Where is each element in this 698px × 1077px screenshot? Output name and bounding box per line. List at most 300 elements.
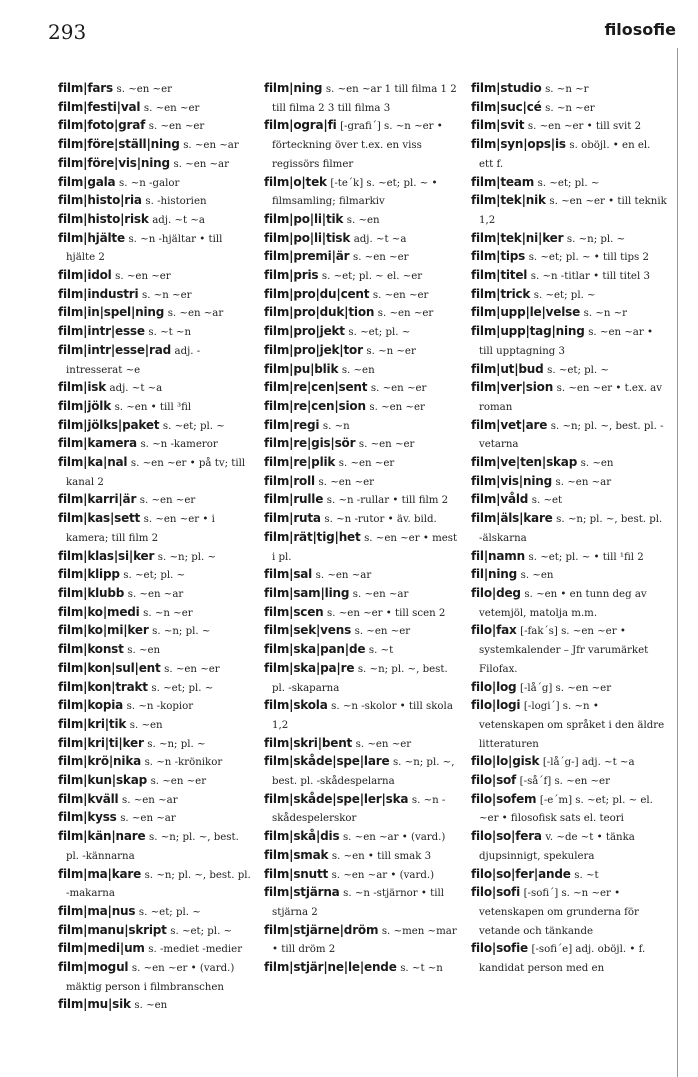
entry-definition: s. ~et; pl. ~ <box>162 420 225 432</box>
entry-definition: s. ~n; pl. ~ <box>147 738 206 750</box>
entry-definition: s. ~n -rullar • till film 2 <box>326 495 449 507</box>
dictionary-entry <box>471 136 667 173</box>
entry-definition: s. ~en ~er <box>377 308 434 320</box>
dictionary-entry <box>471 304 667 323</box>
entry-definition: s. ~en ~ar 1 till filma 1 2 till filma 2 3 till filma 3 <box>272 84 457 114</box>
entry-definition: s. ~n; pl. ~, best. pl. -vetarna <box>479 420 664 451</box>
entry-headword: film|klubb <box>58 585 125 600</box>
entry-headword: film|po|li|tisk <box>264 230 351 245</box>
entry-definition: s. ~n; pl. ~, best. pl. -skaparna <box>272 663 448 694</box>
entry-headword: filo|sofie <box>471 941 528 956</box>
entry-headword: film|sam|ling <box>264 585 350 600</box>
entry-definition: s. ~en <box>127 645 161 657</box>
entry-definition: [-fak´s] s. ~en ~er • systemkalender – Jfr varumärket Filofax. <box>479 626 649 675</box>
entry-headword: film|ma|nus <box>58 903 136 918</box>
entry-definition: s. ~en <box>520 570 554 582</box>
entry-definition: s. ~et; pl. ~ <box>348 327 411 339</box>
page-number: 293 <box>48 20 87 44</box>
entry-definition: s. ~et; pl. ~ <box>151 682 214 694</box>
entry-definition: s. ~en ~er • till teknik 1,2 <box>479 196 667 226</box>
entry-headword: filo|fax <box>471 623 517 638</box>
entry-headword: film|kri|tik <box>58 716 127 731</box>
dictionary-entry <box>471 884 667 940</box>
dictionary-entry <box>58 585 254 604</box>
entry-headword: film|tek|nik <box>471 193 546 208</box>
entry-definition: adj. ~t ~a <box>152 214 205 226</box>
entry-definition: adj. ~t ~a <box>353 233 407 245</box>
dictionary-entry <box>471 417 667 454</box>
entry-headword: film|kamera <box>58 436 137 451</box>
entry-definition: s. ~en ~er <box>370 383 427 395</box>
entry-definition: s. ~en ~er • till scen 2 <box>327 607 446 619</box>
entry-headword: film|jölk <box>58 398 111 413</box>
entry-definition: adj. ~t ~a <box>109 383 163 395</box>
dictionary-entry <box>264 379 460 398</box>
dictionary-entry <box>58 959 254 996</box>
entry-definition: s. ~t <box>574 869 599 881</box>
dictionary-entry <box>58 155 254 174</box>
entry-definition: [-grafi´] s. ~n ~er • förteckning över t.ex. en viss regissörs filmer <box>272 121 443 170</box>
dictionary-entry <box>471 174 667 193</box>
entry-headword: film|foto|graf <box>58 118 146 133</box>
entry-definition: s. ~n <box>322 420 350 432</box>
entry-definition: s. ~et; pl. ~ <box>138 906 201 918</box>
dictionary-entry <box>58 398 254 417</box>
entry-definition: s. ~n -titlar • till titel 3 <box>530 271 650 283</box>
dictionary-entry <box>58 641 254 660</box>
dictionary-entry <box>58 435 254 454</box>
dictionary-entry <box>58 510 254 547</box>
dictionary-entry <box>58 922 254 941</box>
entry-headword: film|premi|är <box>264 249 350 264</box>
entry-definition: s. ~en ~ar <box>183 140 239 152</box>
entry-definition: s. ~en ~er • t.ex. av roman <box>479 383 663 413</box>
dictionary-entry <box>264 866 460 885</box>
dictionary-entry <box>471 491 667 510</box>
entry-headword: film|re|gis|sör <box>264 436 356 451</box>
entry-headword: film|klas|si|ker <box>58 548 155 563</box>
entry-definition: s. -mediet -medier <box>148 944 243 956</box>
dictionary-entry <box>58 716 254 735</box>
entry-headword: film|ut|bud <box>471 361 544 376</box>
entry-definition: s. ~et; pl. ~ <box>537 177 600 189</box>
entry-headword: film|hjälte <box>58 230 125 245</box>
dictionary-entry <box>58 211 254 230</box>
entry-headword: film|in|spel|ning <box>58 305 165 320</box>
entry-headword: filo|logi <box>471 698 521 713</box>
dictionary-entry <box>58 660 254 679</box>
entry-headword: fil|ning <box>471 567 518 582</box>
entry-headword: filo|sofi <box>471 885 520 900</box>
dictionary-entry <box>264 342 460 361</box>
entry-definition: s. ~en ~er <box>318 476 375 488</box>
entry-headword: film|före|ställ|ning <box>58 137 180 152</box>
entry-headword: film|tips <box>471 249 526 264</box>
dictionary-entry <box>58 174 254 193</box>
entry-headword: film|kas|sett <box>58 511 141 526</box>
entry-headword: film|ko|mi|ker <box>58 623 149 638</box>
dictionary-entry <box>471 286 667 305</box>
entry-headword: film|skå|dis <box>264 829 340 844</box>
entry-definition: s. ~t ~n <box>400 963 443 975</box>
entry-definition: s. ~en ~er <box>369 401 425 413</box>
entry-definition: s. ~et; pl. ~ • till tips 2 <box>528 252 649 264</box>
running-head: filosofie <box>604 20 676 39</box>
entry-definition: s. ~n -kameror <box>140 439 218 451</box>
entry-definition: s. ~en ~ar • (vard.) <box>331 869 435 881</box>
entry-headword: film|äls|kare <box>471 511 553 526</box>
entry-definition: [-e´m] s. ~et; pl. ~ el. ~er • filosofisk sats el. teori <box>479 794 653 825</box>
dictionary-entry <box>264 211 460 230</box>
entry-headword: fil|namn <box>471 548 525 563</box>
dictionary-entry <box>471 622 667 678</box>
entry-definition: v. ~de ~t • tänka djupsinnigt, spekulera <box>479 832 635 862</box>
entry-definition: s. ~en ~ar • (vard.) <box>342 832 446 844</box>
dictionary-entry <box>58 622 254 641</box>
dictionary-entry <box>471 585 667 622</box>
entry-definition: [-sofi´] s. ~n ~er • vetenskapen om grunderna för vetande och tänkande <box>479 888 639 937</box>
dictionary-entry <box>471 510 667 547</box>
dictionary-entry <box>264 510 460 529</box>
entry-definition: s. -historien <box>145 196 207 208</box>
entry-definition: [-så´f] s. ~en ~er <box>519 776 610 788</box>
dictionary-entry <box>264 604 460 623</box>
dictionary-entry <box>58 735 254 754</box>
entry-definition: s. ~n ~er <box>366 345 416 357</box>
entry-definition: s. ~en ~ar <box>173 158 230 170</box>
entry-headword: film|tek|ni|ker <box>471 230 564 245</box>
entry-headword: film|roll <box>264 473 315 488</box>
entry-headword: film|histo|ria <box>58 193 142 208</box>
dictionary-entry <box>471 772 667 791</box>
dictionary-entry <box>264 922 460 959</box>
dictionary-entry <box>264 267 460 286</box>
entry-definition: s. ~en • till smak 3 <box>331 850 432 862</box>
entry-definition: s. ~men ~mar • till dröm 2 <box>272 925 457 956</box>
entry-headword: film|snutt <box>264 866 329 881</box>
entry-headword: film|re|plik <box>264 455 336 470</box>
entry-definition: s. ~en <box>129 719 163 731</box>
entry-headword: film|före|vis|ning <box>58 155 170 170</box>
dictionary-entry <box>264 697 460 734</box>
entry-definition: s. ~en ~ar • till upptagning 3 <box>479 327 653 357</box>
dictionary-entry <box>58 866 254 903</box>
entry-definition: s. ~en ~ar <box>167 308 224 320</box>
dictionary-entry <box>58 454 254 491</box>
entry-headword: film|ogra|fi <box>264 118 337 133</box>
dictionary-entry <box>471 192 667 229</box>
entry-headword: film|ska|pan|de <box>264 642 366 657</box>
dictionary-entry <box>471 117 667 136</box>
entry-definition: s. ~en ~er • på tv; till kanal 2 <box>66 458 246 488</box>
entry-headword: film|karri|är <box>58 492 137 507</box>
entry-definition: s. ~et; pl. ~ <box>170 925 233 937</box>
dictionary-entry <box>58 117 254 136</box>
dictionary-entry <box>264 398 460 417</box>
dictionary-entry <box>58 491 254 510</box>
dictionary-column-2 <box>264 80 460 978</box>
entry-definition: s. ~et; pl. ~ • till ¹fil 2 <box>528 551 644 563</box>
entry-headword: film|vet|are <box>471 417 548 432</box>
entry-headword: film|scen <box>264 604 324 619</box>
dictionary-entry <box>58 940 254 959</box>
dictionary-entry <box>58 548 254 567</box>
dictionary-entry <box>264 641 460 660</box>
entry-definition: [-lå´g-] adj. ~t ~a <box>542 757 635 769</box>
entry-headword: film|intr|esse <box>58 324 145 339</box>
dictionary-column-3 <box>471 80 667 978</box>
dictionary-entry <box>471 940 667 977</box>
dictionary-entry <box>264 248 460 267</box>
dictionary-entry <box>471 379 667 416</box>
entry-headword: film|histo|risk <box>58 211 149 226</box>
entry-headword: film|titel <box>471 268 528 283</box>
entry-definition: s. ~n ~r <box>583 308 628 320</box>
dictionary-entry <box>58 230 254 267</box>
entry-definition: s. ~en ~er <box>352 252 409 264</box>
entry-headword: filo|sof <box>471 773 517 788</box>
entry-headword: film|upp|le|velse <box>471 305 581 320</box>
entry-definition: s. ~et; pl. ~ <box>123 570 186 582</box>
entry-definition: s. ~n -hjältar • till hjälte 2 <box>66 233 223 264</box>
entry-headword: film|kon|trakt <box>58 679 148 694</box>
entry-headword: film|konst <box>58 642 124 657</box>
entry-headword: film|team <box>471 174 535 189</box>
dictionary-entry <box>58 809 254 828</box>
entry-definition: s. oböjl. • en el. ett f. <box>479 140 651 170</box>
entry-definition: s. ~en ~er <box>372 289 429 301</box>
entry-definition: s. ~en <box>580 458 614 470</box>
entry-headword: film|stjärne|dröm <box>264 922 379 937</box>
dictionary-entry <box>58 996 254 1015</box>
dictionary-entry <box>264 791 460 828</box>
dictionary-entry <box>471 323 667 360</box>
entry-definition: s. ~et; pl. ~ <box>533 289 596 301</box>
entry-headword: film|jölks|paket <box>58 417 160 432</box>
dictionary-entry <box>264 847 460 866</box>
entry-definition: s. ~n; pl. ~ <box>152 626 211 638</box>
entry-headword: film|pro|jek|tor <box>264 342 363 357</box>
dictionary-entry <box>264 454 460 473</box>
dictionary-entry <box>264 117 460 173</box>
dictionary-entry <box>58 286 254 305</box>
dictionary-entry <box>471 679 667 698</box>
entry-definition: s. ~n -galor <box>119 177 180 189</box>
entry-definition: s. ~n -kopior <box>126 701 194 713</box>
entry-definition: s. ~en ~er • mest i pl. <box>272 532 458 563</box>
entry-headword: film|upp|tag|ning <box>471 324 585 339</box>
dictionary-entry <box>471 473 667 492</box>
page-edge-rule <box>677 48 678 1077</box>
dictionary-entry <box>58 342 254 379</box>
entry-definition: s. ~n ~er <box>545 102 595 114</box>
dictionary-entry <box>264 304 460 323</box>
entry-definition: s. ~n -stjärnor • till stjärna 2 <box>272 888 444 918</box>
dictionary-entry <box>471 267 667 286</box>
entry-headword: film|smak <box>264 847 329 862</box>
entry-definition: s. ~en ~er <box>150 776 207 788</box>
entry-definition: s. ~en ~er • (vard.) mäktig person i filmbranschen <box>66 963 235 993</box>
dictionary-entry <box>264 80 460 117</box>
entry-headword: film|skåde|spe|ler|ska <box>264 791 409 806</box>
dictionary-entry <box>264 529 460 566</box>
entry-headword: film|ko|medi <box>58 604 140 619</box>
entry-headword: film|kon|sul|ent <box>58 660 161 675</box>
entry-headword: film|sal <box>264 567 313 582</box>
entry-headword: film|industri <box>58 286 139 301</box>
entry-definition: [-sofi´e] adj. oböjl. • f. kandidat person med en <box>479 944 646 975</box>
entry-headword: film|re|cen|sent <box>264 380 368 395</box>
entry-headword: film|rulle <box>264 492 324 507</box>
dictionary-entry <box>264 286 460 305</box>
dictionary-entry <box>264 959 460 978</box>
dictionary-entry <box>264 828 460 847</box>
entry-headword: film|regi <box>264 417 320 432</box>
dictionary-entry <box>58 417 254 436</box>
entry-headword: filo|so|fer|ande <box>471 866 571 881</box>
entry-definition: s. ~en ~er • till svit 2 <box>527 121 642 133</box>
entry-headword: film|pu|blik <box>264 361 339 376</box>
entry-headword: film|stjärna <box>264 885 340 900</box>
dictionary-entry <box>471 99 667 118</box>
entry-definition: s. ~n; pl. ~, best. pl. -älskarna <box>479 514 663 544</box>
entry-headword: film|trick <box>471 286 531 301</box>
entry-headword: film|skola <box>264 698 328 713</box>
entry-definition: s. ~en ~er <box>115 271 171 283</box>
entry-headword: film|ning <box>264 81 323 95</box>
entry-definition: s. ~en ~ar <box>120 813 176 825</box>
dictionary-entry <box>58 304 254 323</box>
entry-headword: film|klipp <box>58 567 120 582</box>
entry-definition: s. ~t ~n <box>148 327 192 339</box>
entry-headword: film|rät|tig|het <box>264 529 361 544</box>
dictionary-entry <box>471 828 667 865</box>
entry-headword: film|idol <box>58 268 112 283</box>
entry-headword: film|isk <box>58 380 106 395</box>
dictionary-entry <box>58 772 254 791</box>
dictionary-entry <box>58 99 254 118</box>
dictionary-entry <box>471 753 667 772</box>
entry-headword: film|ka|nal <box>58 455 128 470</box>
entry-headword: film|pro|du|cent <box>264 286 370 301</box>
dictionary-entry <box>264 323 460 342</box>
entry-definition: s. ~n; pl. ~, best. pl. -skådespelarna <box>272 757 455 788</box>
entry-headword: film|re|cen|sion <box>264 398 366 413</box>
dictionary-entry <box>471 230 667 249</box>
entry-definition: s. ~en ~er <box>164 663 220 675</box>
entry-definition: s. ~en ~er <box>338 458 395 470</box>
dictionary-entry <box>264 435 460 454</box>
dictionary-entry <box>471 697 667 753</box>
entry-headword: film|skri|bent <box>264 735 353 750</box>
dictionary-entry <box>264 735 460 754</box>
entry-definition: s. ~en ~er <box>116 84 172 95</box>
dictionary-entry <box>58 753 254 772</box>
entry-definition: s. ~n ~r <box>545 84 589 95</box>
entry-headword: film|vis|ning <box>471 473 552 488</box>
entry-definition: s. ~en ~ar <box>555 476 612 488</box>
entry-definition: s. ~en ~ar <box>122 794 178 806</box>
dictionary-entry <box>471 866 667 885</box>
dictionary-entry <box>471 454 667 473</box>
entry-definition: s. ~en ~er • i kamera; till film 2 <box>66 514 215 544</box>
entry-headword: film|pro|jekt <box>264 324 345 339</box>
dictionary-entry <box>58 697 254 716</box>
entry-headword: film|suc|cé <box>471 99 542 114</box>
entry-definition: s. ~en ~er <box>139 495 196 507</box>
entry-headword: film|kri|ti|ker <box>58 735 144 750</box>
dictionary-entry <box>471 791 667 828</box>
dictionary-entry <box>58 80 254 99</box>
entry-headword: film|intr|esse|rad <box>58 342 171 357</box>
dictionary-entry <box>264 361 460 380</box>
entry-definition: s. ~en ~er <box>354 626 411 638</box>
dictionary-entry <box>264 566 460 585</box>
entry-definition: s. ~en ~er <box>143 102 200 114</box>
entry-definition: s. ~t <box>368 645 394 657</box>
entry-headword: film|stjär|ne|le|ende <box>264 960 397 975</box>
entry-headword: film|mu|sik <box>58 997 131 1012</box>
entry-headword: filo|so|fera <box>471 829 542 844</box>
entry-headword: film|kän|nare <box>58 829 146 844</box>
entry-definition: s. ~n ~er <box>142 289 192 301</box>
entry-headword: filo|lo|gisk <box>471 754 540 769</box>
entry-definition: s. ~et <box>531 495 563 507</box>
entry-headword: film|ruta <box>264 511 321 526</box>
dictionary-entry <box>58 379 254 398</box>
dictionary-entry <box>471 566 667 585</box>
entry-definition: [-logi´] s. ~n • vetenskapen om språket i den äldre litteraturen <box>479 701 665 750</box>
entry-headword: filo|deg <box>471 585 521 600</box>
dictionary-entry <box>58 679 254 698</box>
entry-definition: s. ~en ~ar <box>352 588 409 600</box>
dictionary-entry <box>471 80 667 99</box>
entry-definition: s. ~en ~er <box>148 121 205 133</box>
entry-headword: film|kväll <box>58 791 119 806</box>
entry-headword: film|skåde|spe|lare <box>264 754 390 769</box>
dictionary-column-1 <box>58 80 254 1015</box>
entry-headword: film|gala <box>58 174 116 189</box>
entry-headword: film|pris <box>264 268 319 283</box>
dictionary-entry <box>264 230 460 249</box>
dictionary-entry <box>58 136 254 155</box>
entry-headword: film|manu|skript <box>58 922 167 937</box>
entry-definition: s. ~en ~ar <box>315 570 372 582</box>
dictionary-entry <box>264 491 460 510</box>
entry-definition: s. ~et; pl. ~ <box>547 364 609 376</box>
entry-headword: film|medi|um <box>58 941 145 956</box>
entry-headword: film|kyss <box>58 810 117 825</box>
entry-definition: s. ~n; pl. ~, best. pl. -makarna <box>66 869 251 900</box>
dictionary-entry <box>264 473 460 492</box>
entry-definition: s. ~n; pl. ~ <box>157 551 217 563</box>
entry-definition: s. ~et; pl. ~ el. ~er <box>321 271 423 283</box>
entry-definition: s. ~n -rutor • äv. bild. <box>324 514 437 526</box>
dictionary-entry <box>264 622 460 641</box>
entry-headword: film|studio <box>471 81 542 95</box>
entry-definition: s. ~n -skolor • till skola 1,2 <box>272 701 453 731</box>
dictionary-entry <box>471 548 667 567</box>
entry-headword: filo|log <box>471 679 517 694</box>
dictionary-entry <box>58 604 254 623</box>
entry-definition: s. ~en ~er <box>358 439 415 451</box>
entry-headword: film|ver|sion <box>471 380 554 395</box>
dictionary-entry <box>58 791 254 810</box>
entry-headword: film|mogul <box>58 960 129 975</box>
entry-headword: film|svit <box>471 118 525 133</box>
dictionary-entry <box>264 417 460 436</box>
entry-definition: s. ~en • till ³fil <box>114 401 192 413</box>
